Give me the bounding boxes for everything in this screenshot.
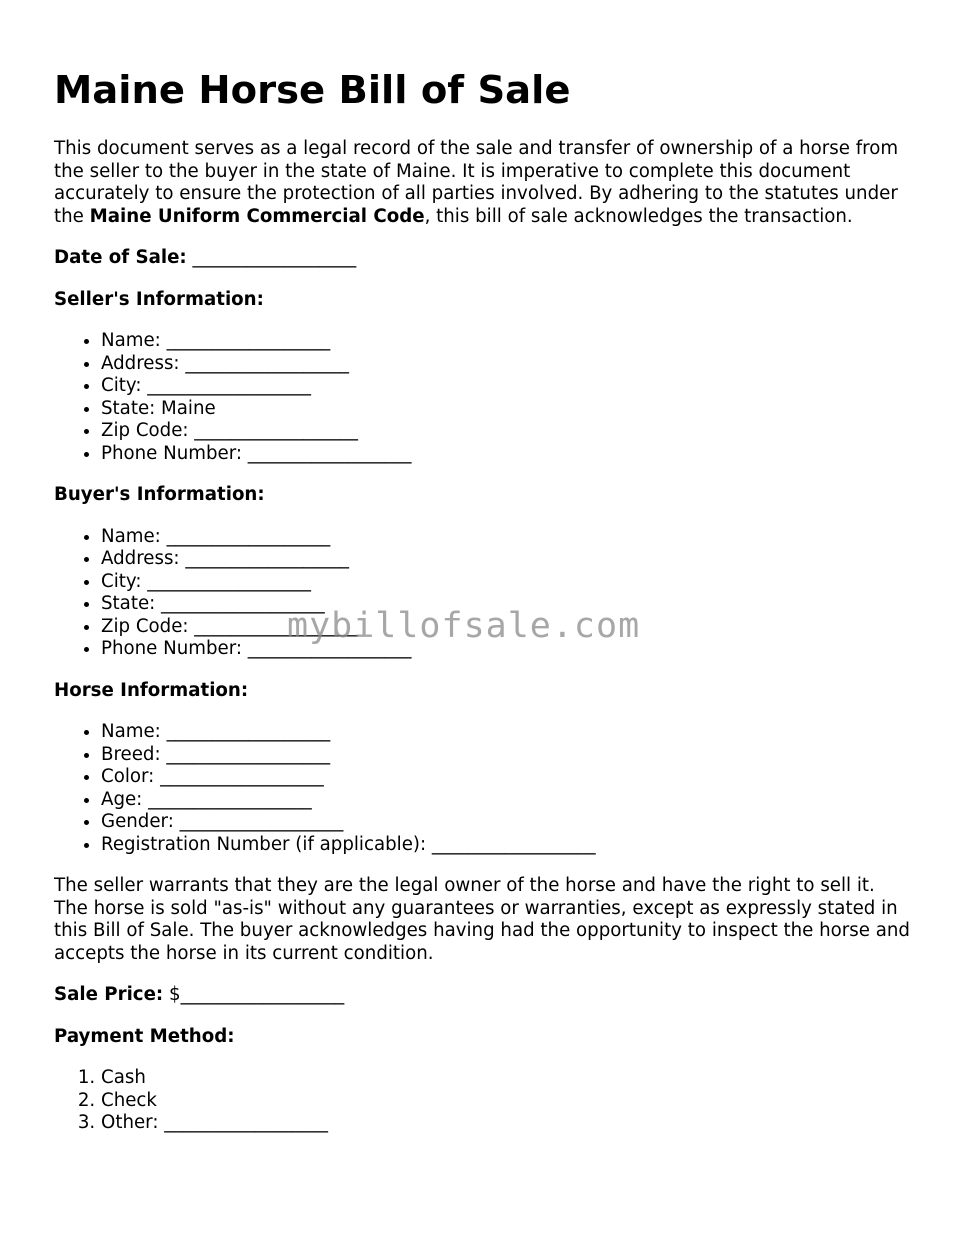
intro-text-start: This document serves as a legal record of the sale and transfer of ownership of a horse from the seller to the buyer in the state of Maine. It is imperative to complete this document accurately to ensure the protection of all parties involved. By adhering to the statutes under the	[54, 138, 899, 227]
horse-list	[54, 721, 914, 856]
buyer-address-item: • Address: __________________	[101, 548, 914, 571]
seller-address-item: • Address: __________________	[101, 353, 914, 376]
horse-heading: Horse Information:	[54, 679, 249, 701]
payment-heading: Payment Method:	[54, 1025, 235, 1047]
payment-other-item: 3. Other: __________________	[101, 1112, 914, 1135]
seller-heading: Seller's Information:	[54, 288, 264, 310]
warranty-paragraph: The seller warrants that they are the legal owner of the horse and have the right to sell it. The horse is sold "as-is" without any guarantees or warranties, except as expressly stated in this Bill of Sale. The buyer acknowledges having had the opportunity to inspect the horse and accepts the horse in its current condition.	[54, 875, 910, 964]
payment-list	[54, 1067, 914, 1135]
sale-price-label: Sale Price:	[54, 984, 164, 1005]
seller-city-item: • City: __________________	[101, 375, 914, 398]
buyer-heading: Buyer's Information:	[54, 484, 265, 505]
payment-check-item: 2. Check	[101, 1090, 914, 1113]
payment-cash-item: 1. Cash	[101, 1067, 914, 1090]
horse-age-item: • Age: __________________	[101, 789, 914, 812]
seller-name-item: • Name: __________________	[101, 330, 914, 353]
buyer-name-item: • Name: __________________	[101, 526, 914, 549]
watermark-text: mybillofsale.com	[287, 606, 641, 646]
date-of-sale-line	[54, 247, 914, 270]
horse-name-item: • Name: __________________	[101, 721, 914, 744]
sale-price-field: $__________________	[169, 984, 345, 1005]
buyer-zip-item: • Zip Code: __________________	[101, 616, 914, 639]
horse-gender-item: • Gender: __________________	[101, 811, 914, 834]
horse-registration-item: • Registration Number (if applicable): __________________	[101, 834, 914, 857]
buyer-phone-item: • Phone Number: __________________	[101, 638, 914, 661]
seller-phone-item: • Phone Number: __________________	[101, 443, 914, 466]
horse-color-item: • Color: __________________	[101, 766, 914, 789]
seller-state-item: • State: Maine	[101, 398, 914, 421]
intro-paragraph	[54, 138, 914, 228]
buyer-city-item: • City: __________________	[101, 571, 914, 594]
seller-list	[54, 330, 914, 465]
date-of-sale-field: __________________	[192, 247, 357, 268]
horse-breed-item: • Breed: __________________	[101, 744, 914, 767]
sale-price-line	[54, 984, 914, 1007]
buyer-state-item: • State: __________________	[101, 593, 914, 616]
intro-text-end: , this bill of sale acknowledges the transaction.	[424, 205, 853, 227]
intro-code-reference: Maine Uniform Commercial Code	[89, 205, 425, 227]
date-of-sale-label: Date of Sale:	[54, 247, 187, 268]
page-title: Maine Horse Bill of Sale	[54, 68, 571, 113]
seller-zip-item: • Zip Code: __________________	[101, 420, 914, 443]
